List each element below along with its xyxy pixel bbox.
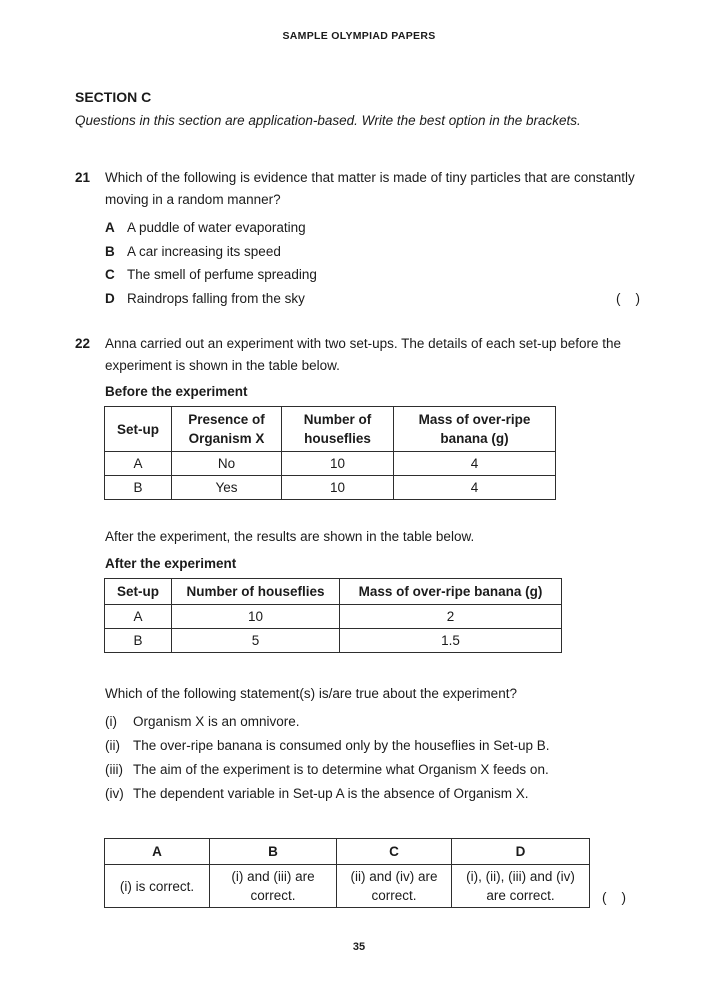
option-letter: B xyxy=(105,243,115,259)
question-body xyxy=(105,167,640,310)
statement-row-ii xyxy=(105,734,640,758)
statement-numeral: (ii) xyxy=(105,738,120,753)
after-experiment-table xyxy=(104,578,562,653)
statement-text: The over-ripe banana is consumed only by the houseflies in Set-up B. xyxy=(133,738,550,753)
table-row xyxy=(105,629,562,653)
statement-text: Organism X is an omnivore. xyxy=(133,714,300,729)
answer-options-table xyxy=(104,838,590,908)
question-22 xyxy=(75,333,640,908)
question-number: 21 xyxy=(75,170,91,185)
table-header-cell: Mass of over-ripe banana (g) xyxy=(394,407,556,452)
table-cell: 10 xyxy=(282,452,394,476)
table-header-cell: Number of houseflies xyxy=(172,579,340,605)
option-row-c xyxy=(105,263,640,287)
question-text: Which of the following is evidence that matter is made of tiny particles that are constantly moving in a random manner? xyxy=(105,170,635,207)
option-letter: D xyxy=(105,290,115,306)
table-header-row xyxy=(105,407,556,452)
table-cell: No xyxy=(172,452,282,476)
table-cell: A xyxy=(105,452,172,476)
statement-row-iv xyxy=(105,782,640,806)
option-letter: C xyxy=(105,267,115,282)
statement-numeral: (iii) xyxy=(105,762,123,777)
question-21 xyxy=(75,167,640,310)
table-cell: 1.5 xyxy=(340,629,562,653)
answer-options-row xyxy=(105,833,640,908)
option-letter: A xyxy=(105,220,115,235)
table-row xyxy=(105,476,556,500)
page-number: 35 xyxy=(352,941,366,953)
table-cell: (i) and (iii) are correct. xyxy=(210,865,337,908)
section-title: SECTION C xyxy=(75,89,152,105)
table-header-row xyxy=(105,579,562,605)
running-head: SAMPLE OLYMPIAD PAPERS xyxy=(282,30,436,42)
statement-text: The dependent variable in Set-up A is the absence of Organism X. xyxy=(133,786,529,801)
table-cell: Yes xyxy=(172,476,282,500)
table-row xyxy=(105,452,556,476)
after-experiment-intro: After the experiment, the results are shown in the table below. xyxy=(105,529,475,544)
before-experiment-table xyxy=(104,406,556,500)
statement-row-i xyxy=(105,710,640,734)
statements-question: Which of the following statement(s) is/are true about the experiment? xyxy=(105,686,517,701)
page-content xyxy=(75,88,640,908)
statement-numeral: (iv) xyxy=(105,786,124,801)
statement-row-iii xyxy=(105,758,640,782)
table-cell: (ii) and (iv) are correct. xyxy=(337,865,452,908)
table-header-cell: Presence of Organism X xyxy=(172,407,282,452)
table-cell: 5 xyxy=(172,629,340,653)
answer-brackets: ( ) xyxy=(616,290,640,306)
table-cell: (i) is correct. xyxy=(105,865,210,908)
table-cell: B xyxy=(105,476,172,500)
question-body xyxy=(105,333,640,908)
table-header-cell: C xyxy=(337,839,452,865)
option-text: Raindrops falling from the sky xyxy=(127,290,305,306)
table-cell: 4 xyxy=(394,452,556,476)
table-row xyxy=(105,865,590,908)
table-cell: 2 xyxy=(340,605,562,629)
option-text: A car increasing its speed xyxy=(127,243,281,259)
option-row-a xyxy=(105,216,640,240)
table-header-cell: Set-up xyxy=(105,579,172,605)
statement-numeral: (i) xyxy=(105,714,117,729)
table-label-before: Before the experiment xyxy=(105,384,248,399)
answer-brackets: ( ) xyxy=(602,890,626,905)
table-cell: 10 xyxy=(172,605,340,629)
question-number: 22 xyxy=(75,336,91,351)
option-text: A puddle of water evaporating xyxy=(127,220,306,235)
table-cell: (i), (ii), (iii) and (iv) are correct. xyxy=(452,865,590,908)
section-instructions: Questions in this section are application-based. Write the best option in the brackets. xyxy=(75,113,581,128)
statements-list xyxy=(105,710,640,806)
table-header-cell: Number of houseflies xyxy=(282,407,394,452)
table-header-cell: B xyxy=(210,839,337,865)
statement-text: The aim of the experiment is to determine what Organism X feeds on. xyxy=(133,762,549,777)
table-cell: A xyxy=(105,605,172,629)
options-list xyxy=(105,216,640,310)
table-row xyxy=(105,605,562,629)
table-header-row xyxy=(105,839,590,865)
table-cell: 10 xyxy=(282,476,394,500)
table-header-cell: A xyxy=(105,839,210,865)
question-intro: Anna carried out an experiment with two set-ups. The details of each set-up before the experiment is shown in the table below. xyxy=(105,336,622,373)
table-header-cell: Set-up xyxy=(105,407,172,452)
option-text: The smell of perfume spreading xyxy=(127,267,317,282)
table-header-cell: Mass of over-ripe banana (g) xyxy=(340,579,562,605)
option-row-d xyxy=(105,287,640,311)
table-cell: B xyxy=(105,629,172,653)
table-header-cell: D xyxy=(452,839,590,865)
option-row-b xyxy=(105,240,640,264)
table-cell: 4 xyxy=(394,476,556,500)
table-label-after: After the experiment xyxy=(105,556,237,571)
